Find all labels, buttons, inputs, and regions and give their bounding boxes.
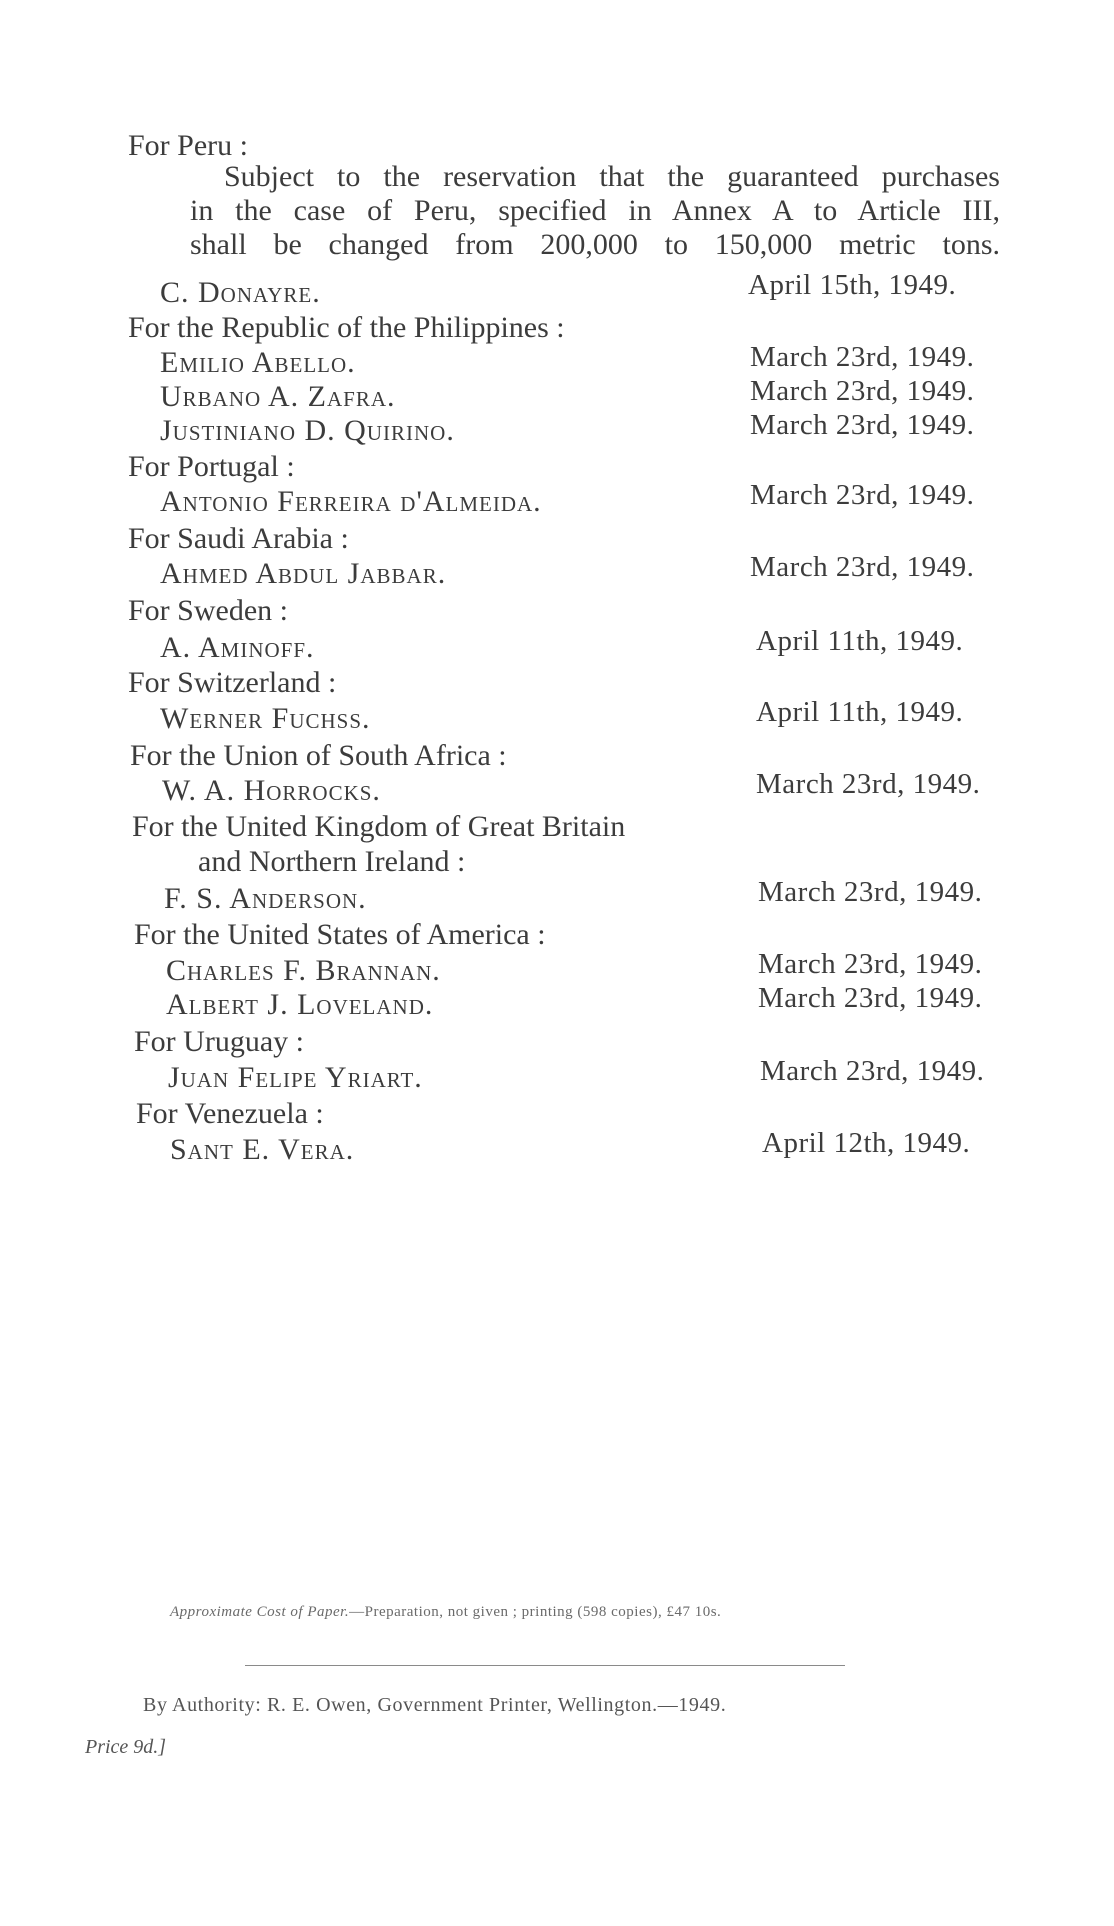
authority-line: By Authority: R. E. Owen, Government Printer, Wellington.—1949.: [143, 1694, 727, 1716]
heading-united-kingdom-line-1: For the United Kingdom of Great Britain: [132, 810, 626, 843]
heading-peru: For Peru :: [128, 129, 248, 162]
heading-switzerland: For Switzerland :: [128, 666, 337, 699]
footer-rule: [245, 1665, 845, 1666]
signatory-philippines-2: Urbano A. Zafra.: [160, 380, 396, 413]
date-philippines-1: March 23rd, 1949.: [750, 341, 975, 373]
date-united-states-2: March 23rd, 1949.: [758, 982, 983, 1014]
date-sweden: April 11th, 1949.: [756, 625, 964, 657]
date-philippines-2: March 23rd, 1949.: [750, 375, 975, 407]
date-portugal: March 23rd, 1949.: [750, 479, 975, 511]
peru-reservation: [190, 160, 1000, 262]
signatory-united-kingdom: F. S. Anderson.: [164, 882, 367, 915]
heading-south-africa: For the Union of South Africa :: [130, 739, 507, 772]
reservation-line-3: shall be changed from 200,000 to 150,000 metric tons.: [190, 228, 1000, 261]
heading-uruguay: For Uruguay :: [134, 1025, 304, 1058]
signatory-switzerland: Werner Fuchss.: [160, 702, 371, 735]
signatory-portugal: Antonio Ferreira d'Almeida.: [160, 485, 542, 518]
heading-united-kingdom-line-2: and Northern Ireland :: [198, 845, 466, 878]
date-uruguay: March 23rd, 1949.: [760, 1055, 985, 1087]
cost-note: [170, 1604, 721, 1621]
signatory-saudi-arabia: Ahmed Abdul Jabbar.: [160, 557, 447, 590]
signatory-south-africa: W. A. Horrocks.: [162, 774, 381, 807]
heading-sweden: For Sweden :: [128, 594, 288, 627]
heading-philippines: For the Republic of the Philippines :: [128, 311, 565, 344]
date-switzerland: April 11th, 1949.: [756, 696, 964, 728]
signatory-united-states-2: Albert J. Loveland.: [166, 988, 434, 1021]
signatory-sweden: A. Aminoff.: [160, 631, 315, 664]
cost-detail: —Preparation, not given ; printing (598 copies), £47 10s.: [349, 1604, 722, 1620]
cost-label: Approximate Cost of Paper.: [170, 1604, 350, 1620]
date-united-kingdom: March 23rd, 1949.: [758, 876, 983, 908]
date-saudi-arabia: March 23rd, 1949.: [750, 551, 975, 583]
date-venezuela: April 12th, 1949.: [762, 1127, 971, 1159]
date-south-africa: March 23rd, 1949.: [756, 768, 981, 800]
signatory-philippines-1: Emilio Abello.: [160, 346, 356, 379]
reservation-line-1: Subject to the reservation that the guaranteed purchases: [224, 160, 1000, 193]
signatory-peru: C. Donayre.: [160, 276, 321, 309]
heading-portugal: For Portugal :: [128, 450, 295, 483]
heading-venezuela: For Venezuela :: [136, 1097, 324, 1130]
signatory-venezuela: Sant E. Vera.: [170, 1133, 355, 1166]
reservation-line-2: in the case of Peru, specified in Annex A to Article III,: [190, 194, 1000, 227]
heading-united-states: For the United States of America :: [134, 918, 546, 951]
signatory-uruguay: Juan Felipe Yriart.: [168, 1061, 423, 1094]
date-philippines-3: March 23rd, 1949.: [750, 409, 975, 441]
heading-saudi-arabia: For Saudi Arabia :: [128, 522, 349, 555]
signatory-philippines-3: Justiniano D. Quirino.: [160, 414, 455, 447]
price-note: Price 9d.]: [85, 1736, 167, 1758]
signatory-united-states-1: Charles F. Brannan.: [166, 954, 441, 987]
date-peru: April 15th, 1949.: [748, 269, 957, 301]
date-united-states-1: March 23rd, 1949.: [758, 948, 983, 980]
